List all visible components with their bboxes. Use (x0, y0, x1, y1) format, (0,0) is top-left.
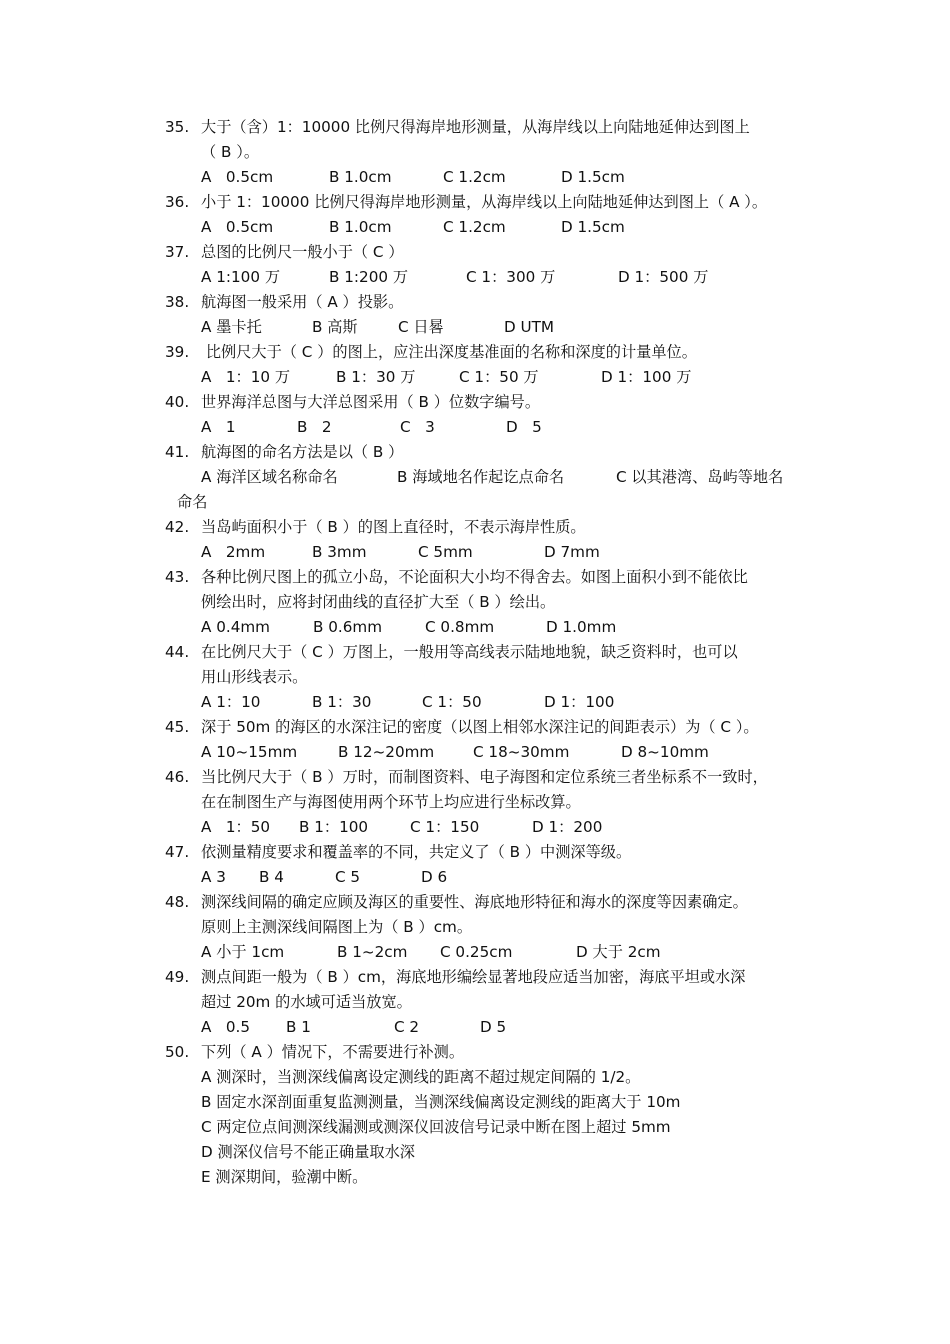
options-row (201, 365, 815, 390)
options-row (201, 165, 815, 190)
options-row (201, 940, 815, 965)
options-row (201, 540, 815, 565)
option-d: D 1：100 (544, 693, 615, 711)
option-a: A 0.5cm (201, 168, 274, 186)
option-a: A 海洋区域名称命名 (201, 468, 338, 486)
question-number: 36. (165, 193, 190, 211)
option-d: D 6 (421, 868, 448, 886)
option-a: A 墨卡托 (201, 318, 262, 336)
question-text: 测点间距一般为（ B ）cm，海底地形编绘显著地段应适当加密，海底平坦或水深 (201, 968, 746, 986)
option-b: B 1.0cm (329, 168, 392, 186)
option-b: B 12~20mm (338, 743, 435, 761)
options-row (201, 865, 815, 890)
option-c: C 2 (394, 1018, 420, 1036)
option-d: D 1：500 万 (618, 268, 709, 286)
question-38 (165, 290, 815, 340)
option-d: D 1：200 (532, 818, 603, 836)
option-a: A 1：10 万 (201, 368, 291, 386)
option-d: D 1：100 万 (601, 368, 692, 386)
options-row (201, 415, 815, 440)
question-40 (165, 390, 815, 440)
question-number: 42. (165, 518, 190, 536)
option-d: D 1.5cm (561, 218, 625, 236)
question-text: 小于 1：10000 比例尺得海岸地形测量，从海岸线以上向陆地延伸达到图上（ A ）。 (201, 193, 768, 211)
option-a: A 1：50 (201, 818, 271, 836)
option-c: C 1：50 万 (459, 368, 539, 386)
options-row (201, 690, 815, 715)
option-c: C 1：300 万 (466, 268, 556, 286)
option-c: C 两定位点间测深线漏测或测深仪回波信号记录中断在图上超过 5mm (201, 1118, 671, 1136)
question-44 (165, 640, 815, 715)
question-text-continued: 用山形线表示。 (201, 668, 308, 686)
options-row (201, 215, 815, 240)
question-text: 航海图一般采用（ A ）投影。 (201, 293, 404, 311)
option-a: A 测深时，当测深线偏离设定测线的距离不超过规定间隔的 1/2。 (201, 1068, 641, 1086)
option-b: B 2 (297, 418, 332, 436)
question-text: 当比例尺大于（ B ）万时，而制图资料、电子海图和定位系统三者坐标系不一致时， (201, 768, 768, 786)
option-e: E 测深期间，验潮中断。 (201, 1168, 368, 1186)
option-b: B 1 (286, 1018, 311, 1036)
question-number: 39. (165, 343, 190, 361)
question-48 (165, 890, 815, 965)
question-text: 下列（ A ）情况下，不需要进行补测。 (201, 1043, 465, 1061)
option-b: B 1：30 万 (336, 368, 416, 386)
option-b: B 1：30 (312, 693, 372, 711)
question-number: 38. (165, 293, 190, 311)
question-45 (165, 715, 815, 765)
question-43 (165, 565, 815, 640)
options-row (201, 315, 815, 340)
question-text: 航海图的命名方法是以（ B ） (201, 443, 404, 461)
option-c: C 1：150 (410, 818, 480, 836)
option-b: B 高斯 (312, 318, 358, 336)
option-c: C 日晷 (398, 318, 444, 336)
option-b: B 固定水深剖面重复监测测量，当测深线偏离设定测线的距离大于 10m (201, 1093, 681, 1111)
option-d: D UTM (504, 318, 555, 336)
option-a: A 1：10 (201, 693, 261, 711)
option-a: A 2mm (201, 543, 266, 561)
question-text-continued: 超过 20m 的水域可适当放宽。 (201, 993, 412, 1011)
options-row (201, 1015, 815, 1040)
question-text-continued: （ B ）。 (201, 143, 260, 161)
question-number: 45. (165, 718, 190, 736)
option-a: A 0.5 (201, 1018, 251, 1036)
question-text-continued: 在在制图生产与海图使用两个环节上均应进行坐标改算。 (201, 793, 581, 811)
option-a: A 0.4mm (201, 618, 270, 636)
question-number: 48. (165, 893, 190, 911)
option-d: D 1.0mm (546, 618, 617, 636)
option-c: C 5 (335, 868, 361, 886)
question-text: 比例尺大于（ C ）的图上，应注出深度基准面的名称和深度的计量单位。 (201, 343, 697, 361)
question-text: 依测量精度要求和覆盖率的不同，共定义了（ B ）中测深等级。 (201, 843, 632, 861)
question-number: 40. (165, 393, 190, 411)
option-b: B 4 (259, 868, 284, 886)
question-39 (165, 340, 815, 390)
option-c: C 0.25cm (440, 943, 513, 961)
question-41 (165, 440, 815, 515)
question-36 (165, 190, 815, 240)
option-a: A 0.5cm (201, 218, 274, 236)
option-a: A 小于 1cm (201, 943, 285, 961)
question-text: 测深线间隔的确定应顾及海区的重要性、海底地形特征和海水的深度等因素确定。 (201, 893, 748, 911)
question-42 (165, 515, 815, 565)
option-d: D 测深仪信号不能正确量取水深 (201, 1143, 415, 1161)
option-b: B 1~2cm (337, 943, 408, 961)
question-number: 43. (165, 568, 190, 586)
question-47 (165, 840, 815, 890)
question-number: 47. (165, 843, 190, 861)
option-d: D 8~10mm (621, 743, 709, 761)
option-d: D 5 (480, 1018, 507, 1036)
option-c: C 以其港湾、岛屿等地名 (616, 468, 784, 486)
options-row (201, 615, 815, 640)
question-text-continued: 原则上主测深线间隔图上为（ B ）cm。 (201, 918, 473, 936)
question-number: 41. (165, 443, 190, 461)
question-50 (165, 1040, 815, 1190)
option-d: D 7mm (544, 543, 600, 561)
question-35 (165, 115, 815, 190)
option-c: C 1：50 (422, 693, 482, 711)
question-number: 44. (165, 643, 190, 661)
option-b: B 1.0cm (329, 218, 392, 236)
option-c: C 18~30mm (473, 743, 570, 761)
option-c-continued: 命名 (177, 493, 208, 511)
question-number: 49. (165, 968, 190, 986)
option-b: B 1:200 万 (329, 268, 409, 286)
question-text: 各种比例尺图上的孤立小岛，不论面积大小均不得舍去。如图上面积小到不能依比 (201, 568, 748, 586)
question-46 (165, 765, 815, 840)
option-d: D 1.5cm (561, 168, 625, 186)
option-d: D 大于 2cm (576, 943, 661, 961)
option-a: A 3 (201, 868, 226, 886)
option-c: C 0.8mm (425, 618, 495, 636)
question-text: 世界海洋总图与大洋总图采用（ B ）位数字编号。 (201, 393, 541, 411)
option-b: B 3mm (312, 543, 367, 561)
option-d: D 5 (506, 418, 542, 436)
options-row (201, 815, 815, 840)
question-37 (165, 240, 815, 290)
question-text: 深于 50m 的海区的水深注记的密度（以图上相邻水深注记的间距表示）为（ C ）。 (201, 718, 759, 736)
option-b: B 海域地名作起讫点命名 (397, 468, 565, 486)
option-c: C 5mm (418, 543, 473, 561)
options-row (201, 265, 815, 290)
question-49 (165, 965, 815, 1040)
options-row (201, 465, 815, 490)
question-text-continued: 例绘出时，应将封闭曲线的直径扩大至（ B ）绘出。 (201, 593, 556, 611)
question-number: 50. (165, 1043, 190, 1061)
question-number: 46. (165, 768, 190, 786)
options-row (201, 740, 815, 765)
option-b: B 1：100 (299, 818, 369, 836)
question-text: 在比例尺大于（ C ）万图上，一般用等高线表示陆地地貌，缺乏资料时，也可以 (201, 643, 738, 661)
option-a: A 1:100 万 (201, 268, 281, 286)
option-c: C 1.2cm (443, 168, 506, 186)
option-c: C 3 (400, 418, 435, 436)
question-text: 总图的比例尺一般小于（ C ） (201, 243, 404, 261)
option-b: B 0.6mm (313, 618, 382, 636)
question-number: 37. (165, 243, 190, 261)
option-a: A 10~15mm (201, 743, 298, 761)
question-text: 大于（含）1：10000 比例尺得海岸地形测量，从海岸线以上向陆地延伸达到图上 (201, 118, 750, 136)
option-a: A 1 (201, 418, 236, 436)
question-number: 35. (165, 118, 190, 136)
question-text: 当岛屿面积小于（ B ）的图上直径时，不表示海岸性质。 (201, 518, 586, 536)
option-c: C 1.2cm (443, 218, 506, 236)
